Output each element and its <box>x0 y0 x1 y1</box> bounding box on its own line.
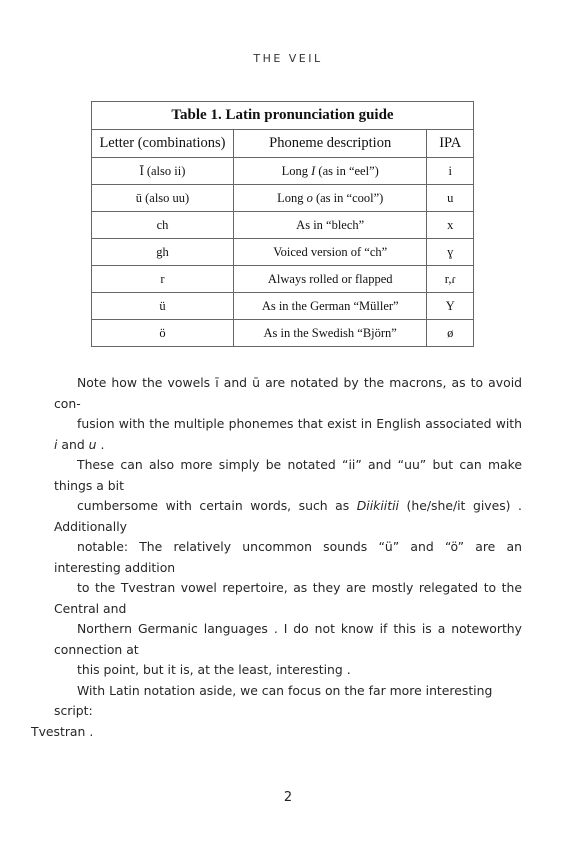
letter-cell: ū (also uu) <box>92 185 234 212</box>
phoneme-cell: Long o (as in “cool”) <box>233 185 426 212</box>
text-line: cumbersome with certain words, such as Diikiitii (he/she/it gives) . Additionally <box>54 498 522 534</box>
phoneme-cell: As in “blech” <box>233 212 426 239</box>
text-line: Northern Germanic languages . I do not know if this is a noteworthy connection at <box>54 621 522 657</box>
text-line: Note how the vowels ī and ū are notated by the macrons, as to avoid con- <box>54 375 522 411</box>
table-row <box>92 266 474 293</box>
text-line: Tvestran . <box>31 723 94 739</box>
text-line: notable: The relatively uncommon sounds “ü” and “ö” are an interesting addition <box>54 539 522 575</box>
ipa-cell: u <box>427 185 474 212</box>
ipa-cell: ø <box>427 320 474 347</box>
text-line: this point, but it is, at the least, interesting . <box>77 662 351 677</box>
table-row <box>92 293 474 320</box>
ipa-cell: i <box>427 158 474 185</box>
table-row <box>92 320 474 347</box>
table-caption: Table 1. Latin pronunciation guide <box>92 102 474 130</box>
ipa-cell: ɣ <box>427 239 474 266</box>
page-number: 2 <box>283 790 293 805</box>
text-line: fusion with the multiple phonemes that exist in English associated with i and u . <box>54 416 522 452</box>
phoneme-cell: As in the German “Müller” <box>233 293 426 320</box>
column-header-letter: Letter (combinations) <box>92 130 234 158</box>
letter-cell: gh <box>92 239 234 266</box>
table-row <box>92 158 474 185</box>
table-row <box>92 212 474 239</box>
ipa-cell: Y <box>427 293 474 320</box>
phoneme-cell: As in the Swedish “Björn” <box>233 320 426 347</box>
letter-cell: ch <box>92 212 234 239</box>
letter-cell: r <box>92 266 234 293</box>
paragraph-script <box>31 681 522 743</box>
text-line: to the Tvestran vowel repertoire, as they are mostly relegated to the Central and <box>54 580 522 616</box>
table-row <box>92 185 474 212</box>
phoneme-cell: Voiced version of “ch” <box>233 239 426 266</box>
ipa-cell: r,ɾ <box>427 266 474 293</box>
text-line: With Latin notation aside, we can focus on the far more interesting script: <box>54 682 493 718</box>
letter-cell: ü <box>92 293 234 320</box>
pronunciation-table <box>91 101 474 347</box>
text-line: These can also more simply be notated “ii” and “uu” but can make things a bit <box>54 457 522 493</box>
column-header-ipa: IPA <box>427 130 474 158</box>
letter-cell: Ī (also ii) <box>92 158 234 185</box>
column-header-phoneme: Phoneme description <box>233 130 426 158</box>
paragraph-vowels <box>54 373 522 681</box>
running-head: THE VEIL <box>253 52 323 65</box>
letter-cell: ö <box>92 320 234 347</box>
ipa-cell: x <box>427 212 474 239</box>
phoneme-cell: Long I (as in “eel”) <box>233 158 426 185</box>
body-text <box>31 373 522 742</box>
table-row <box>92 239 474 266</box>
phoneme-cell: Always rolled or flapped <box>233 266 426 293</box>
